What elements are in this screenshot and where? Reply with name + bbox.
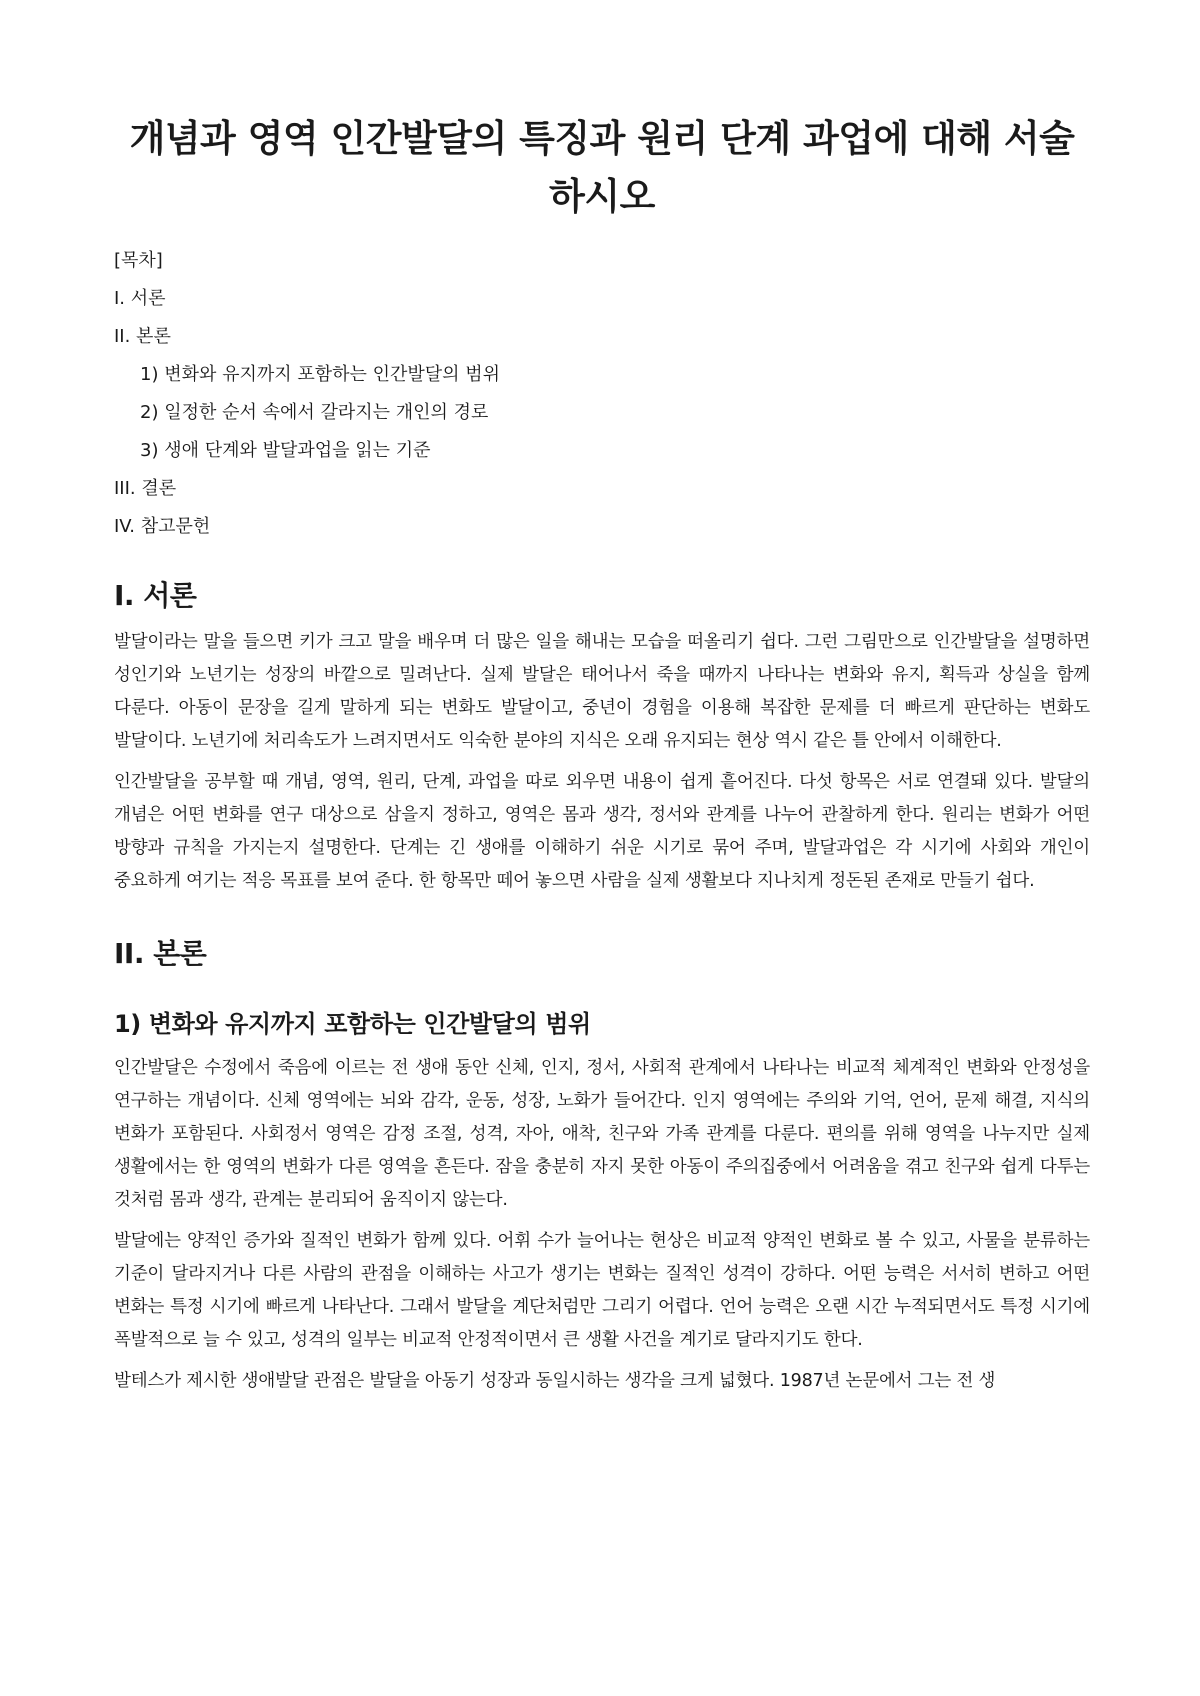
toc-item-conclusion: III. 결론 (114, 478, 177, 499)
toc-item-body-sub2: 2) 일정한 순서 속에서 갈라지는 개인의 경로 (140, 402, 489, 423)
table-of-contents (114, 248, 1090, 552)
section-heading-body: II. 본론 (114, 937, 207, 970)
intro-paragraph: 인간발달을 공부할 때 개념, 영역, 원리, 단계, 과업을 따로 외우면 내용이 쉽게 흩어진다. 다섯 항목은 서로 연결돼 있다. 발달의 개념은 어떤 변화를 연구 대상으로 삼을지 정하고, 영역은 몸과 생각, 정서와 관계를 나누어 관찰하게 한다. 원리는 변화가 어떤 방향과 규칙을 가지는지 설명한다. 단계는 긴 생애를 이해하기 쉬운 시기로 묶어 주며, 발달과업은 각 시기에 사회와 개인이 중요하게 여기는 적응 목표를 보여 준다. 한 항목만 떼어 놓으면 사람을 실제 생활보다 지나치게 정돈된 존재로 만들기 쉽다. (114, 772, 1090, 891)
toc-heading: [목차] (114, 250, 163, 271)
intro-paragraph: 발달이라는 말을 들으면 키가 크고 말을 배우며 더 많은 일을 해내는 모습을 떠올리기 쉽다. 그런 그림만으로 인간발달을 설명하면 성인기와 노년기는 성장의 바깥으로 밀려난다. 실제 발달은 태어나서 죽을 때까지 나타나는 변화와 유지, 획득과 상실을 함께 다룬다. 아동이 문장을 길게 말하게 되는 변화도 발달이고, 중년이 경험을 이용해 복잡한 문제를 더 빠르게 판단하는 변화도 발달이다. 노년기에 처리속도가 느려지면서도 익숙한 분야의 지식은 오래 유지되는 현상 역시 같은 틀 안에서 이해한다. (114, 632, 1090, 751)
toc-item-body-sub3: 3) 생애 단계와 발달과업을 읽는 기준 (140, 440, 431, 461)
body-paragraph: 인간발달은 수정에서 죽음에 이르는 전 생애 동안 신체, 인지, 정서, 사회적 관계에서 나타나는 비교적 체계적인 변화와 안정성을 연구하는 개념이다. 신체 영역에는 뇌와 감각, 운동, 성장, 노화가 들어간다. 인지 영역에는 주의와 기억, 언어, 문제 해결, 지식의 변화가 포함된다. 사회정서 영역은 감정 조절, 성격, 자아, 애착, 친구와 가족 관계를 다룬다. 편의를 위해 영역을 나누지만 실제 생활에서는 한 영역의 변화가 다른 영역을 흔든다. 잠을 충분히 자지 못한 아동이 주의집중에서 어려움을 겪고 친구와 쉽게 다투는 것처럼 몸과 생각, 관계는 분리되어 움직이지 않는다. (114, 1058, 1090, 1210)
toc-item-introduction: I. 서론 (114, 288, 166, 309)
toc-item-references: IV. 참고문헌 (114, 516, 211, 537)
section-heading-introduction: I. 서론 (114, 579, 197, 612)
document-title: 개념과 영역 인간발달의 특징과 원리 단계 과업에 대해 서술하시오 (129, 117, 1075, 218)
toc-item-body-sub1: 1) 변화와 유지까지 포함하는 인간발달의 범위 (140, 364, 501, 385)
toc-item-body: II. 본론 (114, 326, 171, 347)
body-paragraph: 발테스가 제시한 생애발달 관점은 발달을 아동기 성장과 동일시하는 생각을 크게 넓혔다. 1987년 논문에서 그는 전 생 (114, 1371, 996, 1391)
subsection-heading-scope: 1) 변화와 유지까지 포함하는 인간발달의 범위 (114, 1010, 591, 1038)
body-paragraph: 발달에는 양적인 증가와 질적인 변화가 함께 있다. 어휘 수가 늘어나는 현상은 비교적 양적인 변화로 볼 수 있고, 사물을 분류하는 기준이 달라지거나 다른 사람의 관점을 이해하는 사고가 생기는 변화는 질적인 성격이 강하다. 어떤 능력은 서서히 변하고 어떤 변화는 특정 시기에 빠르게 나타난다. 그래서 발달을 계단처럼만 그리기 어렵다. 언어 능력은 오랜 시간 누적되면서도 특정 시기에 폭발적으로 늘 수 있고, 성격의 일부는 비교적 안정적이면서 큰 생활 사건을 계기로 달라지기도 한다. (114, 1231, 1090, 1350)
